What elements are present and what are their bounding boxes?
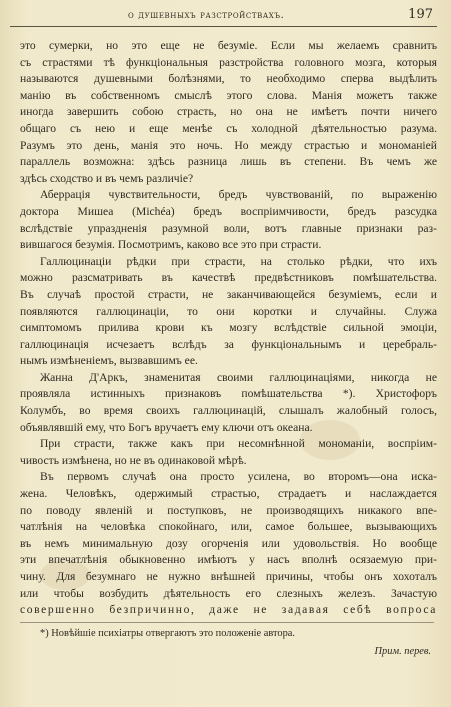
text-line: Аберрація чувствительности, бредъ чувствованій, по выраженію bbox=[40, 188, 437, 202]
text-line: проявляла истинныхъ признаковъ помѣшательства *). Христофоръ bbox=[20, 387, 437, 401]
text-line: параллель возможна: здѣсь разница лишь въ степени. Въ чемъ же bbox=[20, 155, 437, 169]
text-line: съ страстями тѣ функціональныя разстройства головного мозга, которыя bbox=[20, 55, 437, 69]
text-line: вившагося безумія. Посмотримъ, каково все это при страсти. bbox=[20, 238, 322, 252]
text-line: чатлѣнія на человѣка спокойнаго, или, самое большее, вызывающихъ bbox=[20, 520, 437, 534]
text-line: это сумерки, но это еще не безуміе. Если мы желаемъ сравнить bbox=[20, 39, 437, 52]
text-line: можно разсматривать въ качествѣ предвѣстниковъ помѣшательства. bbox=[20, 271, 437, 285]
footnote-signature: Прим. перев. bbox=[374, 646, 431, 657]
text-line: Колумбъ, во время своихъ галлюцинацій, слышалъ жалобный голосъ, bbox=[20, 404, 437, 418]
text-line: здѣсь сходство и въ чемъ различіе? bbox=[20, 171, 194, 185]
text-line: совершенно безпричинно, даже не задавая себѣ вопроса bbox=[20, 603, 437, 617]
text-line: по поводу явленій и поступковъ, не производящихъ никакого впе- bbox=[20, 503, 437, 517]
footnote: *) Новѣйшіе психіатры отвергаютъ это положеніе автора. bbox=[40, 628, 295, 639]
text-line: чивость измѣнена, но не въ одинаковой мѣрѣ. bbox=[20, 453, 247, 467]
body-text bbox=[20, 38, 437, 619]
text-line: доктора Мишеа (Michéa) бредъ воспріимчивости, бредъ разсудка bbox=[20, 204, 437, 218]
text-line: Въ первомъ случаѣ она просто усилена, во второмъ—она иска- bbox=[40, 470, 437, 484]
text-line: иногда завершить собою страсть, но она не имѣетъ почти ничего bbox=[20, 105, 437, 119]
text-line: Жанна Д'Аркъ, знаменитая своими галлюцинаціями, никогда не bbox=[40, 370, 437, 384]
text-line: эти впечатлѣнія обыкновенно имѣютъ у насъ вполнѣ осязаемую при- bbox=[20, 553, 437, 567]
text-line: галлюцинація исчезаетъ вслѣдъ за функціональнымъ и церебраль- bbox=[20, 337, 437, 351]
text-line: Разумъ это день, манія это ночь. Но между страстью и мономаніей bbox=[20, 138, 437, 152]
text-line: въ немъ минимальную дозу огорченія или удовольствія. Но вообще bbox=[20, 536, 437, 550]
text-line: называются душевными болѣзнями, то необходимо сперва выдѣлить bbox=[20, 72, 437, 86]
text-line: Въ случаѣ простой страсти, не заканчивающейся безуміемъ, если и bbox=[20, 287, 437, 301]
text-line: или чтобы возбудить дѣятельность его слезныхъ железъ. Зачастую bbox=[20, 586, 437, 600]
text-line: объявлявшій ему, что Богъ вручаетъ ему ключи отъ океана. bbox=[20, 420, 313, 434]
text-line: появляются галлюцинаціи, то они коротки и случайны. Служа bbox=[20, 304, 437, 318]
text-line: жена. Человѣкъ, одержимый страстью, страдаетъ и наслаждается bbox=[20, 487, 437, 501]
running-head: о душевныхъ разстройствахъ. bbox=[128, 9, 285, 21]
text-line: нымъ измѣненіемъ, вызвавшимъ ее. bbox=[20, 354, 198, 368]
text-line: чину. Для безумнаго не нужно внѣшней причины, чтобы онъ хохоталъ bbox=[20, 570, 437, 583]
text-line: симптомомъ прилива крови къ мозгу вслѣдствіе сильной эмоціи, bbox=[20, 321, 437, 335]
text-line: манію въ собственномъ смыслѣ этого слова. Манія можетъ также bbox=[20, 88, 437, 102]
text-line: вслѣдствіе упраздненія разумной воли, вотъ главные признаки раз- bbox=[20, 221, 437, 235]
page-number: 197 bbox=[408, 7, 433, 22]
text-line: общаго съ нею и еще менѣе съ холодной дѣятельностью разума. bbox=[20, 121, 437, 135]
footnote-divider bbox=[20, 622, 434, 623]
text-line: При страсти, также какъ при несомнѣнной мономаніи, воспріим- bbox=[40, 437, 437, 451]
text-line: Галлюцинаціи рѣдки при страсти, на столько рѣдки, что ихъ bbox=[40, 254, 437, 268]
page-header bbox=[10, 6, 437, 27]
